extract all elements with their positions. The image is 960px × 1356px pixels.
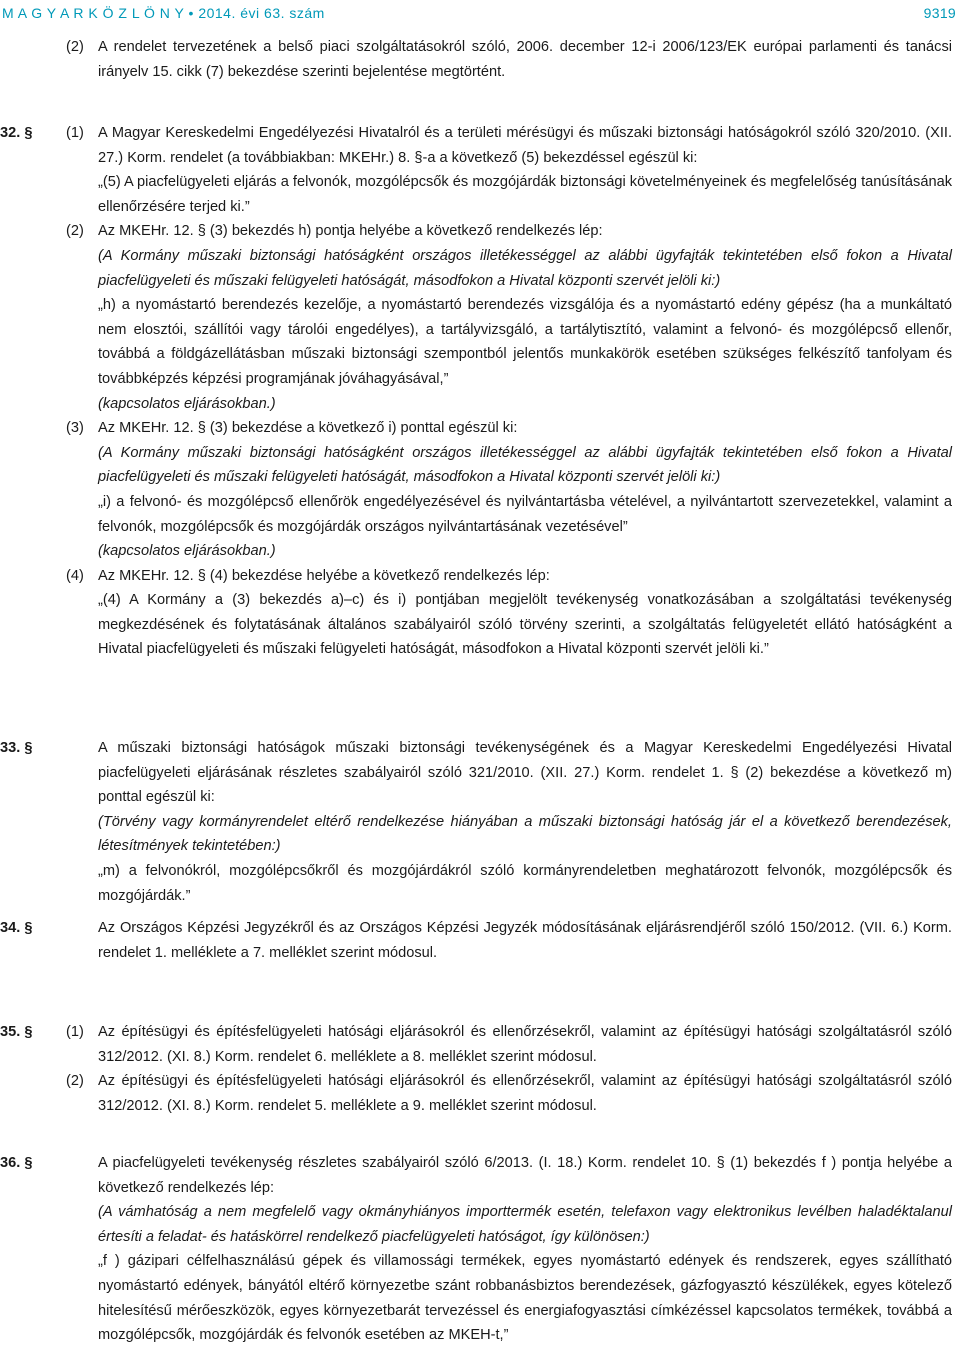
section-33 [0,736,952,908]
paragraph-text: Az MKEHr. 12. § (3) bekezdése a következő i) ponttal egészül ki: [98,420,518,437]
quoted-text: „m) a felvonókról, mozgólépcsőkről és mozgójárdákról szóló kormányrendeletben meghatározott felvonók, mozgólépcsők és mozgójárdák.” [98,862,952,904]
header-bullet: • [188,5,194,21]
intro-paragraph [0,35,952,84]
sub-number: (2) [66,39,84,55]
section-number: 32. § [0,125,33,141]
page-number: 9319 [923,5,956,21]
section-number: 35. § [0,1024,33,1040]
sub-number: (2) [66,1073,84,1090]
sub-number: (2) [66,223,84,240]
sub-number: (3) [66,420,84,437]
journal-header [2,1,325,26]
section-34 [0,916,952,965]
paragraph-text: A Magyar Kereskedelmi Engedélyezési Hivatalról és a területi mérésügyi és műszaki biztonsági hatóságokról szóló 320/2010. (XII. 27.) Korm. rendelet (a továbbiakban: MKEHr.) 8. §-a a következő (5) bekezdéssel egészül ki: [98,125,952,166]
paragraph-text: Az építésügyi és építésfelügyeleti hatósági eljárásokról és ellenőrzésekről, valamint az építésügyi hatósági szolgáltatásról szóló 312/2012. (XI. 8.) Korm. rendelet 6. melléklete a 8. melléklet szerint módosul. [98,1024,952,1065]
context-text: (A vámhatóság a nem megfelelő vagy okmányhiányos importtermék esetén, telefaxon vagy elektronikus levélben haladéktalanul értesíti a feladat- és hatáskörrel rendelkező piacfelügyeleti hatóságot, így különösen:) [98,1204,952,1245]
sub-number: (4) [66,567,84,584]
quoted-text: „(5) A piacfelügyeleti eljárás a felvonók, mozgólépcsők és mozgójárdák biztonsági követelményeinek és megfelelőség tanúsításának ellenőrzésére terjed ki.” [98,174,952,215]
context-text: (Törvény vagy kormányrendelet eltérő rendelkezése hiányában a műszaki biztonsági hatóság jár el a következő berendezések, létesítmények tekintetében:) [98,813,952,855]
section-35 [0,1020,952,1118]
context-text: (A Kormány műszaki biztonsági hatóságként országos illetékességgel az alábbi ügyfajták tekintetében első fokon a Hivatal piacfelügyeleti és műszaki felügyeleti hatóságát, másodfokon a Hivatal központi szervét jelöli ki:) [98,247,952,289]
section-number: 34. § [0,920,33,936]
quoted-text: „f ) gázipari célfelhasználású gépek és villamossági termékek, egyes nyomástartó edények és rendszerek, egyes szállítható nyomástartó edények, bányától eltérő környezetbe szánt robbanásbiztos berendezések, gázfogyasztó készülékek, egyes kötelező hitelesítésű mérőeszközök, egyes környezetbarát tervezéssel és energiafogyasztási címkézéssel kapcsolatos termékek, továbbá a mozgólépcsők, mozgójárdák és felvonók esetében az MKEH-t,” [98,1253,952,1344]
quoted-text: „(4) A Kormány a (3) bekezdés a)–c) és i) pontjában megjelölt tevékenység vonatkozásában a szolgáltatási tevékenység megkezdésének és folytatásának általános szabályairól szóló törvény szerinti, a szolgáltatás felügyeletét ellátó hatóságként a Hivatal piacfelügyeleti és műszaki felügyeleti hatóságát, másodfokon a Hivatal központi szervét jelöli ki.” [98,592,952,658]
quoted-text: „h) a nyomástartó berendezés kezelője, a nyomástartó berendezés vizsgálója és a nyomástartó edény gépész (ha a munkáltató nem elosztói, szállítói vagy tárolói engedélyes), a tartályvizsgáló, a tartálytisztító, valamint a felvonó- és mozgólépcső ellenőr, továbbá a földgázellátásban műszaki biztonsági szempontból jelentős munkakörök esetében szükséges felkészítő tanfolyam és továbbképzés képzési programjának jóváhagyásával,” [98,297,952,387]
paragraph-text: A műszaki biztonsági hatóságok műszaki biztonsági tevékenységének és a Magyar Kereskedelmi Engedélyezési Hivatal piacfelügyeleti eljárásának részletes szabályairól szóló 321/2010. (XII. 27.) Korm. rendelet 1. § (2) bekezdése a következő m) ponttal egészül ki: [98,740,952,806]
section-32 [0,121,952,662]
quoted-text: „i) a felvonó- és mozgólépcső ellenőrök engedélyezésével és nyilvántartásba vételével, a nyilvántartott szervezetekkel, valamint a felvonók, mozgólépcsők és mozgójárdák országos nyilvántartásának vezetésével” [98,493,952,535]
section-number: 36. § [0,1155,33,1171]
section-number: 33. § [0,740,33,756]
paragraph-text: A piacfelügyeleti tevékenység részletes szabályairól szóló 6/2013. (I. 18.) Korm. rendelet 10. § (1) bekezdés f ) pontja helyébe a következő rendelkezés lép: [98,1155,952,1196]
paragraph-text: Az építésügyi és építésfelügyeleti hatósági eljárásokról és ellenőrzésekről, valamint az építésügyi hatósági szolgáltatásról szóló 312/2012. (XI. 8.) Korm. rendelet 5. melléklete a 9. melléklet szerint módosul. [98,1073,952,1114]
paragraph-text: Az MKEHr. 12. § (3) bekezdés h) pontja helyébe a következő rendelkezés lép: [98,223,603,240]
page-header [0,0,960,24]
context-tail: (kapcsolatos eljárásokban.) [98,395,276,412]
sub-number: (1) [66,1024,84,1040]
paragraph-text: Az MKEHr. 12. § (4) bekezdése helyébe a következő rendelkezés lép: [98,567,550,584]
section-36 [0,1151,952,1348]
sub-number: (1) [66,125,84,141]
paragraph-text: Az Országos Képzési Jegyzékről és az Országos Képzési Jegyzék módosításának eljárásrendjéről szóló 150/2012. (VII. 6.) Korm. rendelet 1. melléklete a 7. melléklet szerint módosul. [98,920,952,961]
context-text: (A Kormány műszaki biztonsági hatóságként országos illetékességgel az alábbi ügyfajták tekintetében első fokon a Hivatal piacfelügyeleti és műszaki felügyeleti hatóságát, másodfokon a Hivatal központi szervét jelöli ki:) [98,444,952,486]
journal-title: M A G Y A R K Ö Z L Ö N Y [2,5,185,21]
issue-label: 2014. évi 63. szám [198,5,325,21]
context-tail: (kapcsolatos eljárásokban.) [98,543,276,560]
paragraph-text: A rendelet tervezetének a belső piaci szolgáltatásokról szóló, 2006. december 12-i 2006/123/EK európai parlamenti és tanácsi irányelv 15. cikk (7) bekezdése szerinti bejelentése megtörtént. [98,39,952,80]
